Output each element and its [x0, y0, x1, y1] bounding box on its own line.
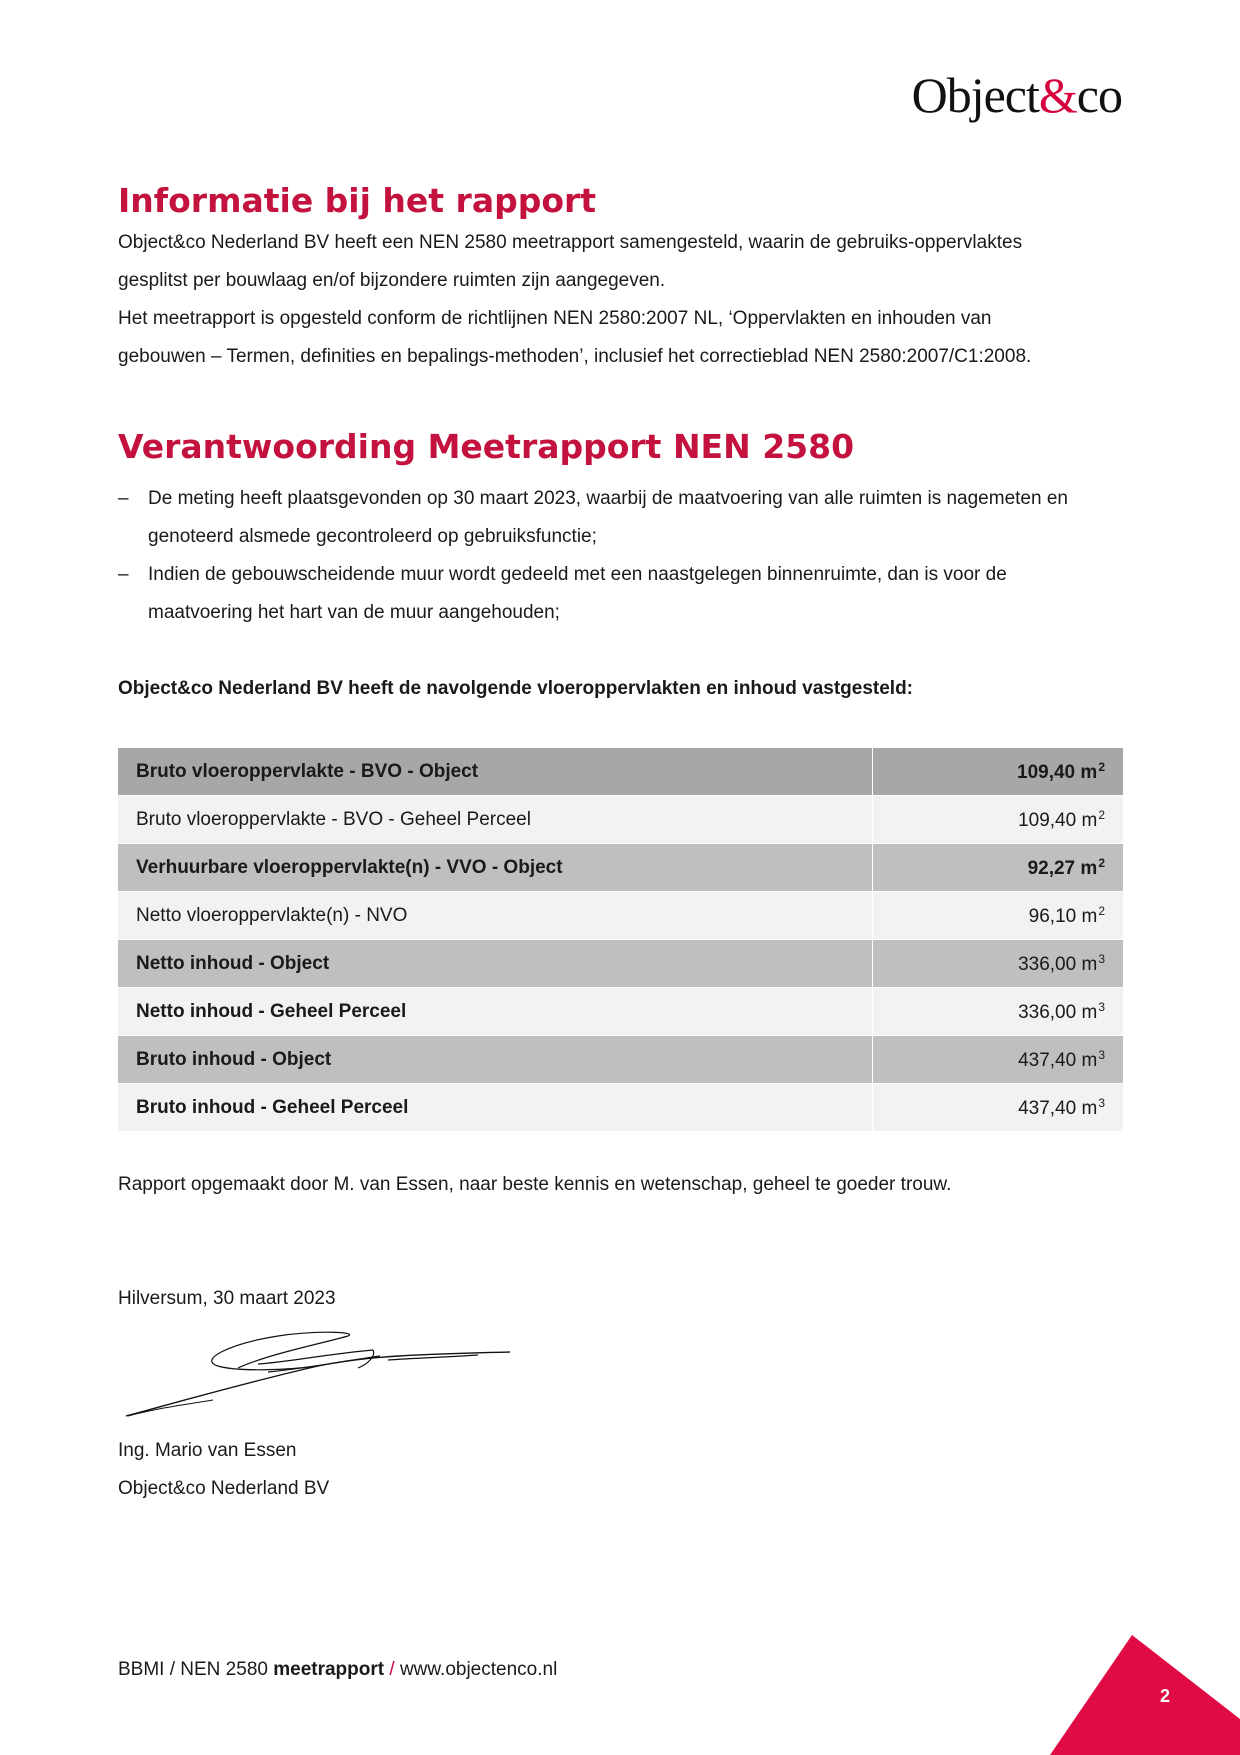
logo-text-object: Object — [911, 67, 1039, 123]
table-row — [118, 1084, 1123, 1132]
row-label: Bruto inhoud - Geheel Perceel — [118, 1084, 873, 1132]
footer-url: www.objectenco.nl — [399, 1659, 558, 1680]
bullet-line: maatvoering het hart van de muur aangehouden; — [148, 602, 560, 623]
table-row — [118, 892, 1123, 940]
row-value: 109,40 $m^2$ — [873, 796, 1124, 844]
place-date: Hilversum, 30 maart 2023 — [118, 1288, 336, 1309]
measurement-table — [118, 748, 1123, 1132]
row-value: 92,27 $m^2$ — [873, 844, 1124, 892]
table-row — [118, 940, 1123, 988]
norm-paragraph — [118, 300, 1123, 376]
row-value: 109,40 $m^2$ — [873, 748, 1124, 796]
table-row — [118, 796, 1123, 844]
page-corner-triangle — [1050, 1635, 1240, 1755]
row-value: 437,40 $m^3$ — [873, 1036, 1124, 1084]
row-label: Verhuurbare vloeroppervlakte(n) - VVO - Object — [118, 844, 873, 892]
footer-slash: / — [384, 1659, 400, 1680]
list-item — [118, 480, 1123, 556]
row-label: Netto vloeroppervlakte(n) - NVO — [118, 892, 873, 940]
section-title-information: Informatie bij het rapport — [118, 181, 597, 220]
row-value: 336,00 $m^3$ — [873, 940, 1124, 988]
page-footer — [118, 1655, 557, 1685]
intro-line-1: Object&co Nederland BV heeft een NEN 2580 meetrapport samengesteld, waarin de gebruiks-oppervlaktes — [118, 232, 1023, 253]
row-value: 96,10 $m^2$ — [873, 892, 1124, 940]
signer-company: Object&co Nederland BV — [118, 1478, 330, 1499]
norm-line-2: gebouwen – Termen, definities en bepalings-methoden’, inclusief het correctieblad NEN 2580:2007/C1:2008. — [118, 346, 1032, 367]
intro-line-2: gesplitst per bouwlaag en/of bijzondere ruimten zijn aangegeven. — [118, 270, 666, 291]
table-row — [118, 988, 1123, 1036]
bullet-list — [118, 480, 1123, 632]
bullet-line: De meting heeft plaatsgevonden op 30 maart 2023, waarbij de maatvoering van alle ruimten is nagemeten en — [148, 488, 1068, 509]
table-row — [118, 844, 1123, 892]
norm-line-1: Het meetrapport is opgesteld conform de richtlijnen NEN 2580:2007 NL, ‘Oppervlakten en inhouden van — [118, 308, 992, 329]
dash-bullet: – — [118, 564, 129, 585]
footer-bold: meetrapport — [273, 1659, 385, 1680]
signer-block — [118, 1432, 1123, 1508]
row-label: Netto inhoud - Geheel Perceel — [118, 988, 873, 1036]
table-row — [118, 748, 1123, 796]
signature-image — [118, 1324, 518, 1424]
company-logo — [911, 67, 1122, 123]
signer-name: Ing. Mario van Essen — [118, 1440, 297, 1461]
report-statement: Rapport opgemaakt door M. van Essen, naar beste kennis en wetenschap, geheel te goeder trouw. — [118, 1174, 952, 1195]
intro-paragraph — [118, 224, 1123, 300]
dash-bullet: – — [118, 488, 129, 509]
bullet-line: Indien de gebouwscheidende muur wordt gedeeld met een naastgelegen binnenruimte, dan is voor de — [148, 564, 1007, 585]
bullet-line: genoteerd alsmede gecontroleerd op gebruiksfunctie; — [148, 526, 597, 547]
logo-text-co: co — [1076, 67, 1122, 123]
logo-ampersand: & — [1038, 67, 1077, 123]
list-item — [118, 556, 1123, 632]
row-label: Bruto vloeroppervlakte - BVO - Object — [118, 748, 873, 796]
row-label: Bruto inhoud - Object — [118, 1036, 873, 1084]
measurement-lead: Object&co Nederland BV heeft de navolgende vloeroppervlakten en inhoud vastgesteld: — [118, 678, 914, 699]
row-label: Bruto vloeroppervlakte - BVO - Geheel Perceel — [118, 796, 873, 844]
row-value: 437,40 $m^3$ — [873, 1084, 1124, 1132]
page-number: 2 — [1159, 1686, 1170, 1706]
footer-prefix: BBMI / NEN 2580 — [118, 1659, 274, 1680]
document-body — [118, 178, 1123, 1508]
section-title-verantwoording: Verantwoording Meetrapport NEN 2580 — [118, 427, 855, 466]
row-value: 336,00 $m^3$ — [873, 988, 1124, 1036]
row-label: Netto inhoud - Object — [118, 940, 873, 988]
table-row — [118, 1036, 1123, 1084]
